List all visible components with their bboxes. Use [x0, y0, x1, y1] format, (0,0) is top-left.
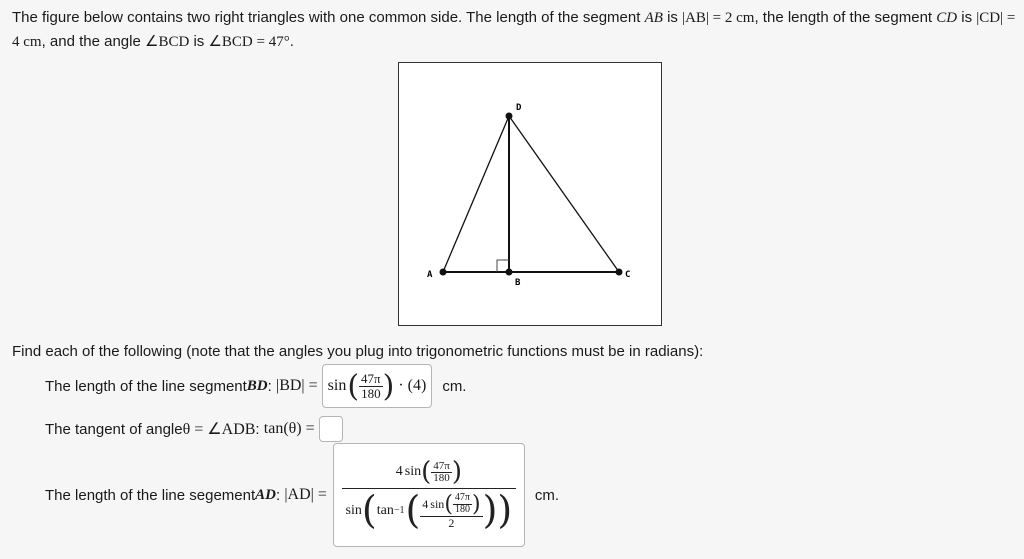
question-ad	[45, 442, 559, 548]
question-bd	[45, 364, 466, 408]
right-paren: )	[471, 491, 481, 517]
sin-fn: sin	[327, 377, 347, 394]
right-paren: )	[482, 488, 498, 533]
cd-length: |CD| = 4 cm	[12, 10, 1016, 50]
bd-expression: |BD| =	[275, 377, 318, 394]
bd-answer-box[interactable]	[322, 364, 433, 408]
question-label: The length of the line segment	[45, 377, 247, 395]
instruction-text: Find each of the following (note that the angles you plug into trigonometric functions must be in radians):	[12, 343, 704, 360]
label-d: D	[516, 103, 522, 113]
angle-bcd: ∠BCD	[145, 34, 190, 50]
intro-text: is	[189, 33, 209, 50]
label-c: C	[625, 270, 631, 280]
point-d	[506, 113, 513, 120]
label-b: B	[515, 278, 521, 288]
ad-expression: |AD| =	[284, 486, 327, 503]
ab-length: |AB| = 2 cm	[682, 10, 755, 26]
inverse-exponent: −1	[393, 504, 405, 516]
ad-main-fraction	[344, 456, 514, 533]
intro-text: .	[289, 33, 294, 50]
sin-fn: sin	[345, 502, 362, 518]
point-a	[440, 269, 447, 276]
colon: :	[267, 377, 276, 395]
times-dot: ·	[398, 377, 404, 394]
angle-fraction	[359, 372, 383, 400]
fraction-numerator: 47π	[454, 492, 470, 504]
ad-answer-box[interactable]	[333, 443, 525, 547]
factor: (4)	[407, 377, 427, 394]
segment-dc	[509, 116, 619, 272]
segment-bd-label: BD	[246, 377, 268, 394]
unit-label: cm.	[534, 486, 560, 504]
left-paren: (	[405, 488, 421, 533]
tan-fn: tan	[376, 502, 394, 518]
fraction-denominator: 180	[361, 385, 381, 401]
angle-value: ∠BCD = 47°	[208, 34, 290, 50]
fraction-denominator: 180	[454, 503, 470, 515]
coef: 4	[395, 464, 403, 480]
coef: 4	[422, 497, 429, 512]
inner-fraction	[420, 493, 482, 530]
sin-fn: sin	[404, 464, 422, 480]
colon: :	[275, 486, 285, 504]
question-tan	[45, 415, 343, 443]
point-c	[616, 269, 623, 276]
inner-denominator: 2	[448, 515, 455, 530]
left-paren: (	[347, 368, 360, 404]
tan-answer-box[interactable]	[319, 416, 343, 442]
segment-ad	[443, 116, 509, 272]
left-paren: (	[421, 456, 432, 487]
inner-numerator	[420, 493, 482, 517]
intro-text: is	[957, 9, 977, 26]
question-label: The tangent of angle	[45, 420, 183, 438]
fraction-denominator: 180	[433, 472, 450, 485]
colon: :	[255, 420, 264, 438]
intro-text: is	[662, 9, 683, 26]
label-a: A	[427, 270, 433, 280]
angle-fraction	[453, 493, 472, 515]
segment-ad-label: AD	[255, 486, 276, 503]
tan-expression: tan(θ) =	[263, 420, 315, 437]
segment-cd: CD	[936, 10, 958, 26]
left-paren: (	[361, 488, 377, 533]
segment-ab: AB	[644, 10, 663, 26]
triangle-figure	[398, 62, 662, 326]
intro-text: , and the angle	[41, 33, 145, 50]
problem-statement	[12, 6, 1017, 54]
ad-denominator	[344, 489, 515, 531]
right-paren: )	[497, 488, 513, 533]
fraction-numerator: 47π	[361, 370, 381, 386]
right-paren: )	[451, 456, 462, 487]
intro-text: , the length of the segment	[754, 9, 937, 26]
triangle-diagram	[399, 63, 661, 325]
ad-numerator	[342, 456, 516, 489]
unit-label: cm.	[442, 377, 467, 395]
right-paren: )	[382, 368, 395, 404]
sin-fn: sin	[430, 497, 445, 512]
intro-text: The figure below contains two right triangles with one common side. The length of the segment	[12, 9, 645, 26]
fraction-numerator: 47π	[433, 459, 450, 472]
left-paren: (	[444, 491, 453, 517]
theta-def: θ = ∠ADB	[182, 421, 256, 438]
point-b	[506, 269, 513, 276]
question-label: The length of the line segement	[45, 486, 256, 504]
angle-fraction	[431, 461, 452, 485]
